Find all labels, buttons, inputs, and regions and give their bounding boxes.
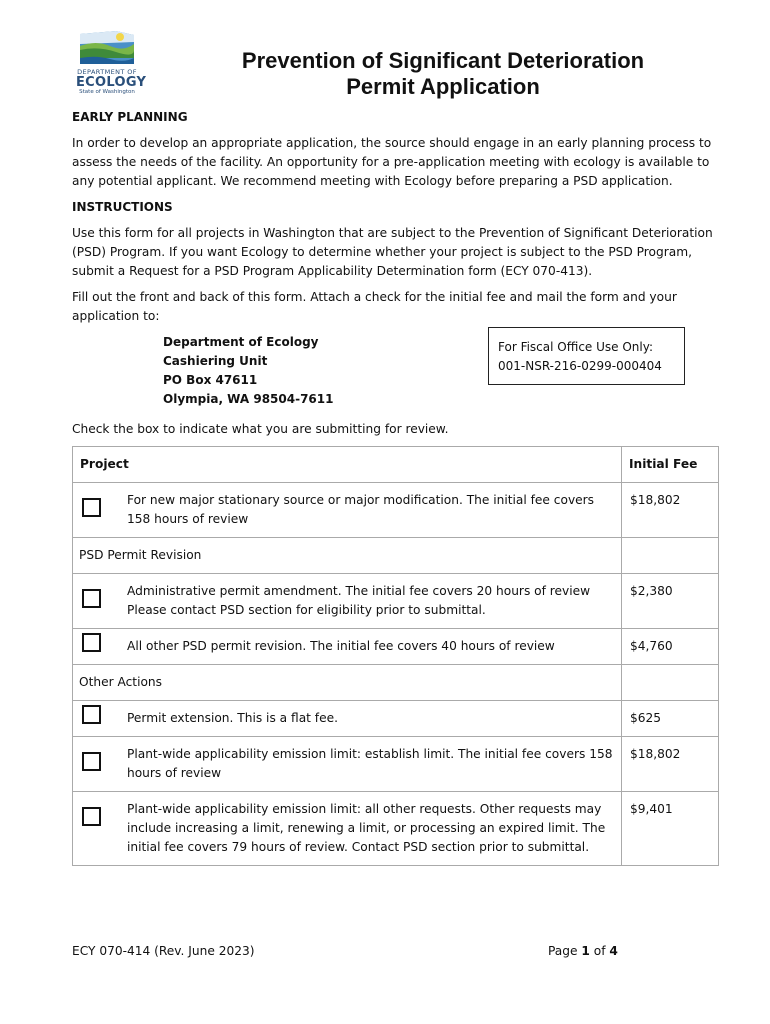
admin-amendment-checkbox[interactable] bbox=[82, 589, 101, 608]
address-line: Olympia, WA 98504-7611 bbox=[163, 392, 334, 406]
col-fee-header: Initial Fee bbox=[622, 447, 719, 483]
row-description: For new major stationary source or major modification. The initial fee covers 158 hours of review bbox=[127, 493, 595, 526]
page-indicator bbox=[548, 944, 618, 958]
permit-extension-checkbox[interactable] bbox=[82, 705, 101, 724]
form-number: ECY 070-414 (Rev. June 2023) bbox=[72, 944, 255, 958]
check-instruction: Check the box to indicate what you are submitting for review. bbox=[72, 422, 449, 436]
page-of: of bbox=[593, 944, 606, 958]
mailing-instructions: Fill out the front and back of this form. Attach a check for the initial fee and mail the form and your application to: bbox=[72, 290, 677, 323]
row-fee: $18,802 bbox=[622, 737, 719, 792]
row-fee: $4,760 bbox=[622, 629, 719, 665]
section-psd-revision: PSD Permit Revision bbox=[73, 538, 622, 574]
address-line: Cashiering Unit bbox=[163, 354, 268, 368]
logo-state-text: State of Washington bbox=[79, 89, 135, 95]
pal-other-checkbox[interactable] bbox=[82, 807, 101, 826]
table-row bbox=[73, 792, 719, 866]
row-fee: $18,802 bbox=[622, 483, 719, 538]
fiscal-code: 001-NSR-216-0299-000404 bbox=[498, 359, 662, 373]
pal-establish-checkbox[interactable] bbox=[82, 752, 101, 771]
page-total: 4 bbox=[609, 944, 618, 958]
instructions-heading: INSTRUCTIONS bbox=[72, 200, 173, 214]
row-description: Administrative permit amendment. The initial fee covers 20 hours of review Please contact PSD section for eligibility prior to submittal. bbox=[127, 584, 591, 617]
table-row bbox=[73, 629, 719, 665]
row-description: All other PSD permit revision. The initial fee covers 40 hours of review bbox=[127, 639, 555, 653]
row-fee: $9,401 bbox=[622, 792, 719, 866]
row-description: Permit extension. This is a flat fee. bbox=[127, 711, 338, 725]
mailing-address bbox=[163, 333, 333, 409]
address-line: PO Box 47611 bbox=[163, 373, 258, 387]
address-section bbox=[72, 333, 722, 417]
section-row bbox=[73, 538, 719, 574]
row-fee: $2,380 bbox=[622, 574, 719, 629]
page-number: 1 bbox=[581, 944, 590, 958]
address-line: Department of Ecology bbox=[163, 335, 319, 349]
early-planning-text: In order to develop an appropriate application, the source should engage in an early planning process to assess the needs of the facility. An opportunity for a pre-application meeting with ecology is available to any potential applicant. We recommend meeting with Ecology before preparing a PSD application. bbox=[72, 136, 712, 188]
fiscal-office-box bbox=[488, 327, 685, 385]
instructions-text: Use this form for all projects in Washington that are subject to the Prevention of Significant Deterioration (PSD) Program. If you want Ecology to determine whether your project is subject to the PSD Program, submit a Request for a PSD Program Applicability Determination form (ECY 070-413). bbox=[72, 226, 713, 278]
table-row bbox=[73, 737, 719, 792]
row-description: Plant-wide applicability emission limit: all other requests. Other requests may include increasing a limit, renewing a limit, or processing an expired limit. The initial fee covers 79 hours of review. Contact PSD section prior to submittal. bbox=[127, 802, 606, 854]
other-revision-checkbox[interactable] bbox=[82, 633, 101, 652]
table-row bbox=[73, 483, 719, 538]
form-body bbox=[72, 108, 722, 439]
row-fee: $625 bbox=[622, 701, 719, 737]
section-other-actions: Other Actions bbox=[73, 665, 622, 701]
washington-state-logo-icon bbox=[76, 28, 138, 66]
title-line-1: Prevention of Significant Deterioration bbox=[241, 48, 645, 73]
table-row bbox=[73, 701, 719, 737]
logo-ecology-text: ECOLOGY bbox=[76, 75, 147, 90]
page-title bbox=[200, 48, 686, 100]
fee-table bbox=[72, 446, 719, 866]
ecology-logo bbox=[76, 28, 147, 96]
row-description: Plant-wide applicability emission limit: establish limit. The initial fee covers 158 hours of review bbox=[127, 747, 613, 780]
logo-dept-text: DEPARTMENT OF bbox=[77, 68, 137, 76]
page-label: Page bbox=[548, 944, 578, 958]
fiscal-label: For Fiscal Office Use Only: bbox=[498, 340, 654, 354]
section-row bbox=[73, 665, 719, 701]
title-line-2: Permit Application bbox=[346, 74, 540, 99]
early-planning-heading: EARLY PLANNING bbox=[72, 110, 188, 124]
new-source-checkbox[interactable] bbox=[82, 498, 101, 517]
table-row bbox=[73, 574, 719, 629]
fee-table-header bbox=[73, 447, 719, 483]
col-project-header: Project bbox=[73, 447, 622, 483]
